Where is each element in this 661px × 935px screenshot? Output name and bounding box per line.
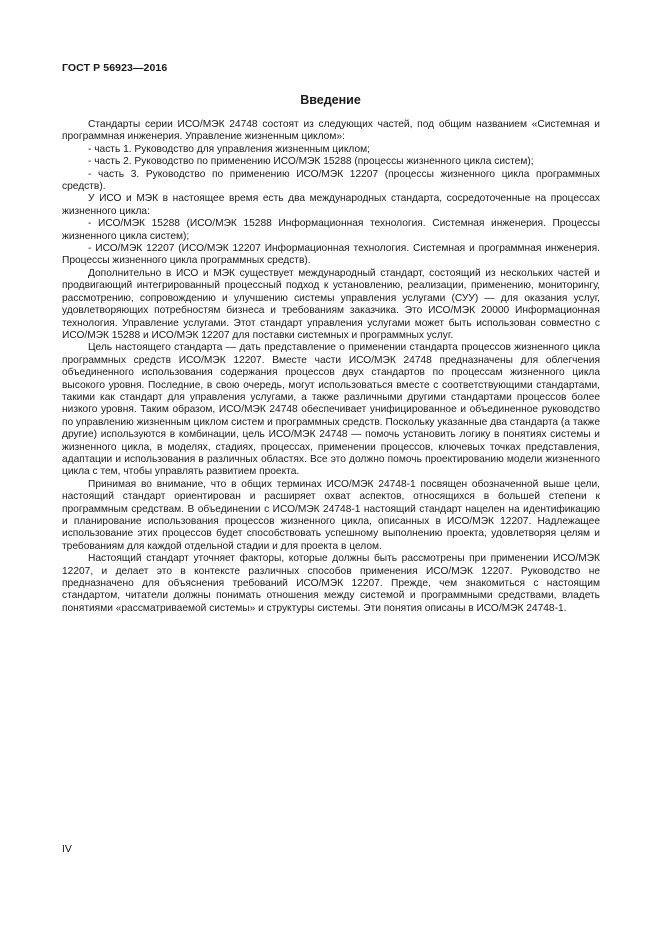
list-item: - ИСО/МЭК 12207 (ИСО/МЭК 12207 Информационная технология. Системная и программная инженерия. Процессы жизненного цикла программных средств).	[62, 243, 600, 267]
list-item: - ИСО/МЭК 15288 (ИСО/МЭК 15288 Информационная технология. Системная инженерия. Процессы жизненного цикла систем);	[62, 218, 600, 242]
list-item: - часть 2. Руководство по применению ИСО/МЭК 15288 (процессы жизненного цикла систем);	[88, 156, 534, 168]
paragraph: У ИСО и МЭК в настоящее время есть два международных стандарта, сосредоточенные на процессах жизненного цикла:	[62, 193, 600, 217]
paragraph: Стандарты серии ИСО/МЭК 24748 состоят из следующих частей, под общим названием «Системная и программная инженерия. Управление жизненным циклом»:	[62, 119, 600, 143]
section-title: Введение	[300, 93, 361, 107]
paragraph: Принимая во внимание, что в общих терминах ИСО/МЭК 24748-1 посвящен обозначенной выше цели, настоящий стандарт ориентирован и расширяет охват аспектов, относящихся в большей степени к программным средствам. В объединении с ИСО/МЭК 24748-1 настоящий стандарт нацелен на идентификацию и планирование использования процессов жизненного цикла, описанных в ИСО/МЭК 12207. Надлежащее использование этих процессов будет способствовать успешному выполнению проекта, удовлетворяя целям и требованиям для каждой отдельной стадии и для проекта в целом.	[62, 478, 600, 552]
paragraph: Цель настоящего стандарта — дать представление о применении стандарта процессов жизненного цикла программных средств ИСО/МЭК 12207. Вместе части ИСО/МЭК 24748 предназначены для облегчения объединенного использования содержания процессов двух стандартов по процессам жизненного цикла высокого уровня. Последние, в свою очередь, могут использоваться вместе с соответствующими стандартами, такими как стандарт для управления услугами, а также различными другими стандартами процессов более низкого уровня. Таким образом, ИСО/МЭК 24748 обеспечивает унифицированное и объединенное руководство по управлению жизненным циклом систем и программных средств. Поскольку указанные два стандарта (а также другие) используются в комбинации, цель ИСО/МЭК 24748 — помочь установить логику в понятиях системы и жизненного цикла, в моделях, стадиях, процессах, применении процессов, ключевых точках представления, адаптации и использования в различных областях. Все это должно помочь проектированию модели жизненного цикла с тем, чтобы управлять развитием проекта.	[62, 342, 600, 478]
document-code: ГОСТ Р 56923—2016	[62, 62, 168, 74]
list-item: - часть 1. Руководство для управления жизненным циклом;	[88, 143, 370, 155]
paragraph: Настоящий стандарт уточняет факторы, которые должны быть рассмотрены при применении ИСО/МЭК 12207, и делает это в контексте различных способов применения ИСО/МЭК 12207. Руководство не предназначено для объяснения требований ИСО/МЭК 12207. Прежде, чем знакомиться с настоящим стандартом, читатели должны понимать отношения между системой и программными средствами, владеть понятиями «рассматриваемой системы» и структуры системы. Эти понятия описаны в ИСО/МЭК 24748-1.	[62, 553, 600, 614]
list-item: - часть 3. Руководство по применению ИСО/МЭК 12207 (процессы жизненного цикла программных средств).	[62, 168, 600, 193]
document-body	[62, 119, 600, 615]
page-number: IV	[62, 843, 72, 855]
paragraph: Дополнительно в ИСО и МЭК существует международный стандарт, состоящий из нескольких частей и продвигающий интегрированный процессный подход к установлению, реализации, применению, мониторингу, рассмотрению, сопровождению и улучшению системы управления услугами (СУУ) — для оказания услуг, удовлетворяющих потребностям бизнеса и требованиям заказчика. Это ИСО/МЭК 20000 Информационная технология. Управление услугами. Этот стандарт управления услугами может быть использован совместно с ИСО/МЭК 15288 и ИСО/МЭК 12207 для поставки системных и программных услуг.	[62, 267, 600, 341]
